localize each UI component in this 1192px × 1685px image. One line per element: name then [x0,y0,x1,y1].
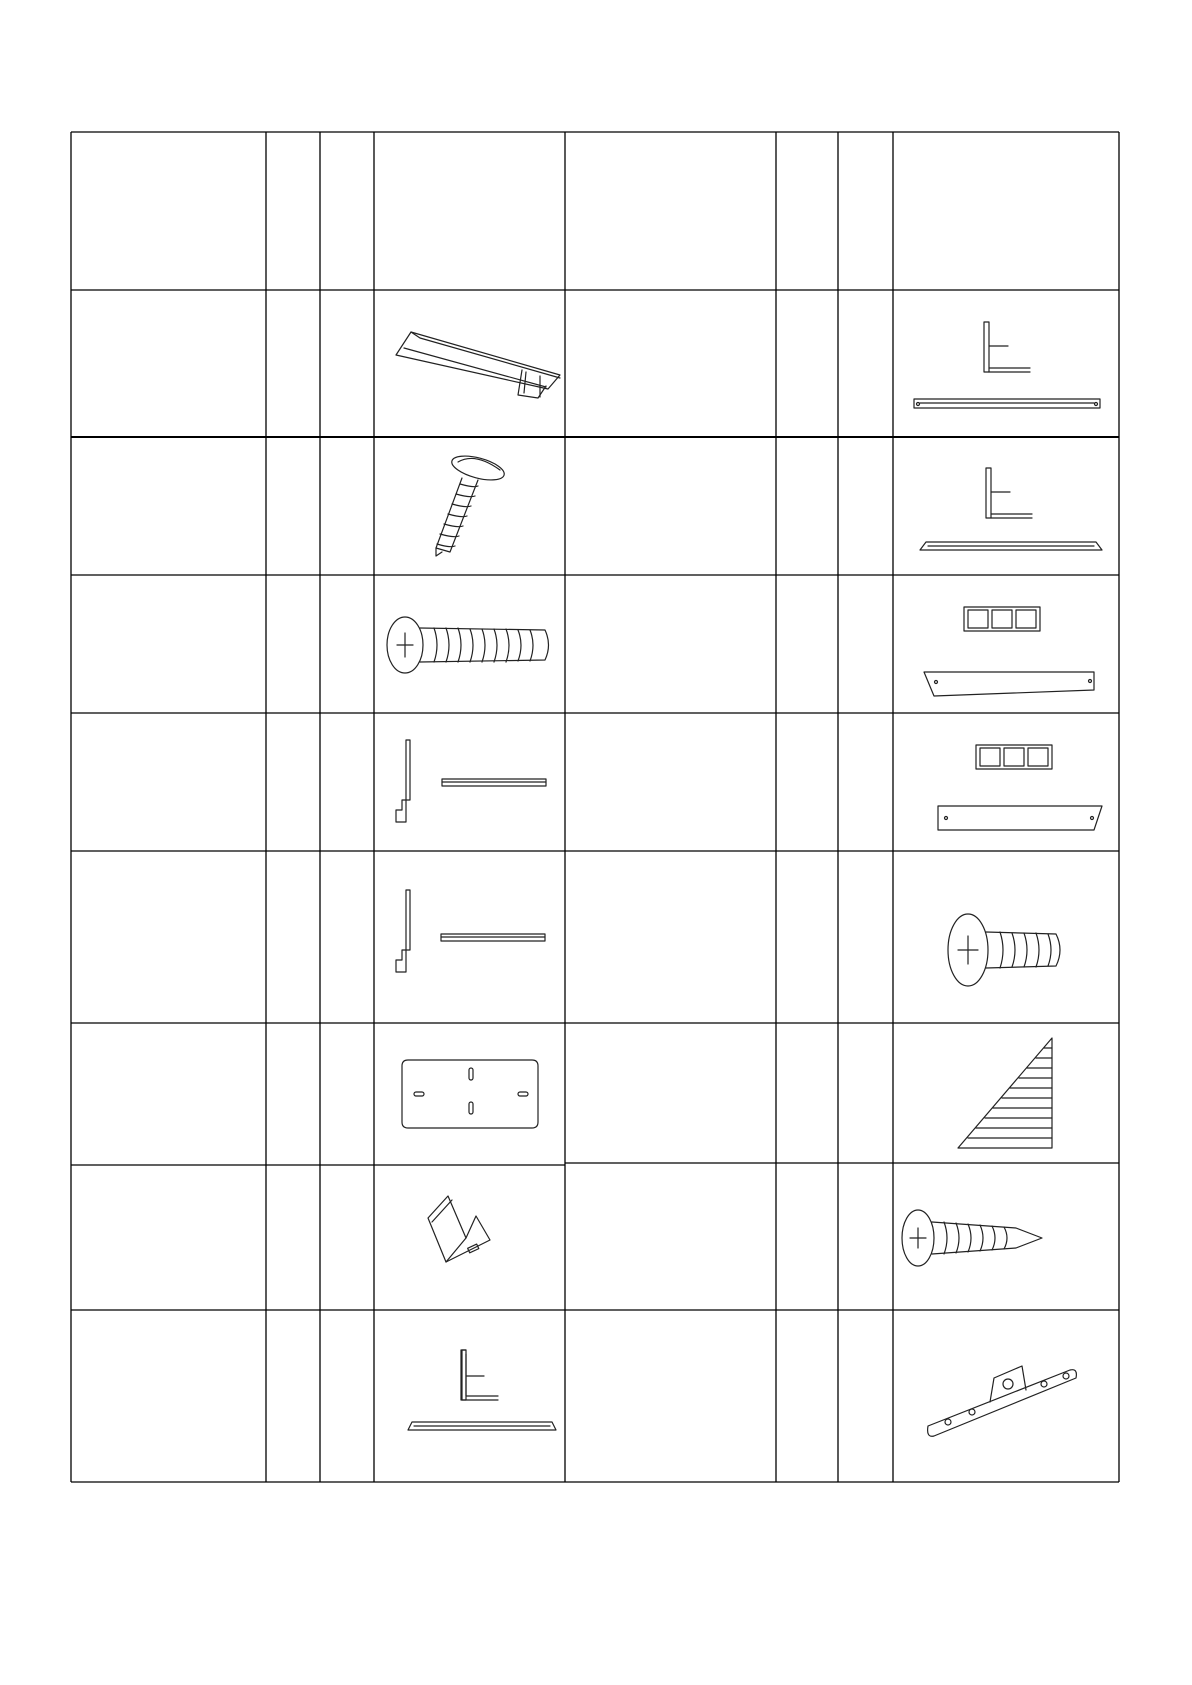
triple-box-profile-drawing-1 [924,607,1094,696]
triangular-gable-panel-drawing [958,1038,1052,1148]
l-profile-with-rail-drawing-2 [396,890,545,972]
self-tapping-screw-drawing [436,451,507,556]
e-profile-with-rail-drawing-right-1 [914,322,1100,408]
l-profile-with-rail-drawing-1 [396,740,546,822]
parts-table-grid [71,132,1119,1482]
pan-head-wood-screw-drawing [902,1210,1042,1266]
angle-bracket-drawing [428,1196,490,1262]
connector-plate-drawing [402,1060,538,1128]
joining-strap-drawing [928,1366,1077,1436]
phillips-short-bolt-drawing [948,914,1060,986]
roof-ridge-profile-drawing [396,332,560,398]
e-profile-with-rail-drawing-right-2 [920,468,1102,550]
phillips-machine-bolt-drawing [387,617,549,673]
triple-box-profile-drawing-2 [938,745,1102,830]
e-profile-with-rail-drawing-left [408,1350,556,1430]
